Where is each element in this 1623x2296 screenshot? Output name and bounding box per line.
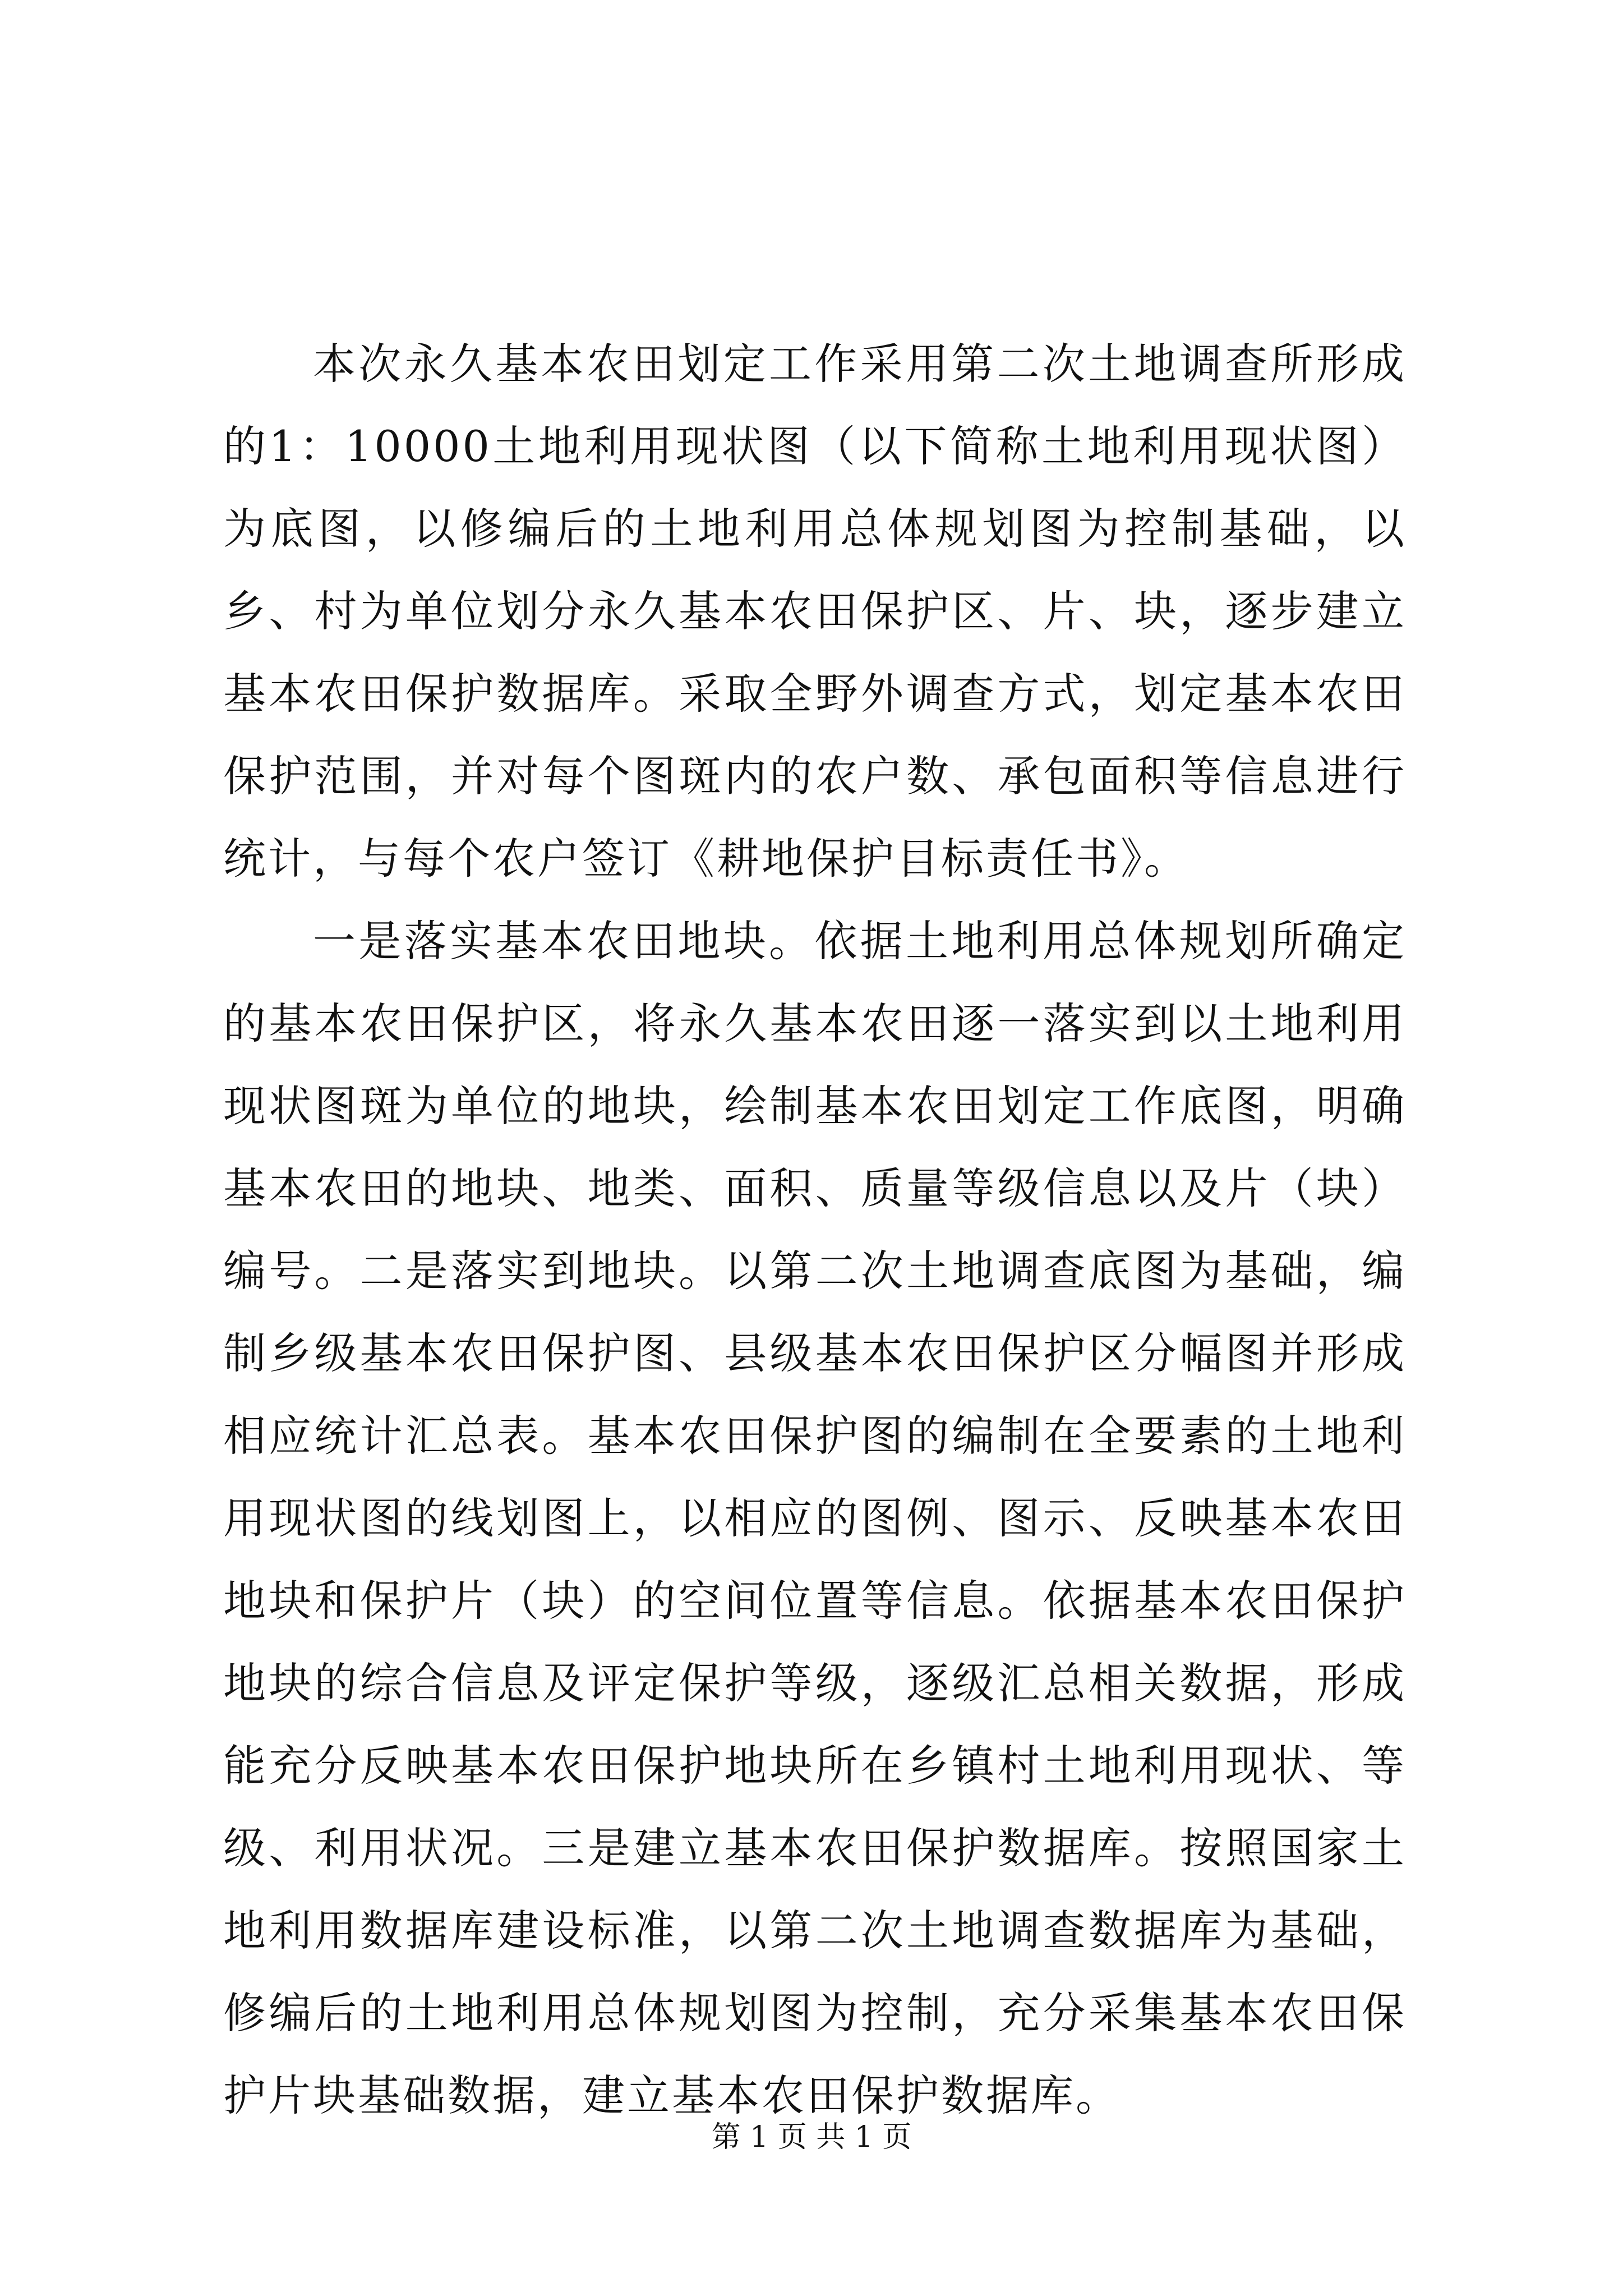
paragraph-1: 本次永久基本农田划定工作采用第二次土地调查所形成的1：10000土地利用现状图（以下简称土地利用现状图）为底图，以修编后的土地利用总体规划图为控制基础，以乡、村为单位划分永久基本农田保护区、片、块，逐步建立基本农田保护数据库。采取全野外调查方式，划定基本农田保护范围，并对每个图斑内的农户数、承包面积等信息进行统计，与每个农户签订《耕地保护目标责任书》。 [223, 339, 1407, 884]
paragraph-2: 一是落实基本农田地块。依据土地利用总体规划所确定的基本农田保护区，将永久基本农田逐一落实到以土地利用现状图斑为单位的地块，绘制基本农田划定工作底图，明确基本农田的地块、地类、面积、质量等级信息以及片（块）编号。二是落实到地块。以第二次土地调查底图为基础，编制乡级基本农田保护图、县级基本农田保护区分幅图并形成相应统计汇总表。基本农田保护图的编制在全要素的土地利用现状图的线划图上，以相应的图例、图示、反映基本农田地块和保护片（块）的空间位置等信息。依据基本农田保护地块的综合信息及评定保护等级，逐级汇总相关数据，形成能充分反映基本农田保护地块所在乡镇村土地利用现状、等级、利用状况。三是建立基本农田保护数据库。按照国家土地利用数据库建设标准，以第二次土地调查数据库为基础，修编后的土地利用总体规划图为控制，充分采集基本农田保护片块基础数据，建立基本农田保护数据库。 [223, 916, 1407, 2120]
page-footer: 第 1 页 共 1 页 [711, 2120, 912, 2154]
document-body [223, 323, 1407, 2137]
